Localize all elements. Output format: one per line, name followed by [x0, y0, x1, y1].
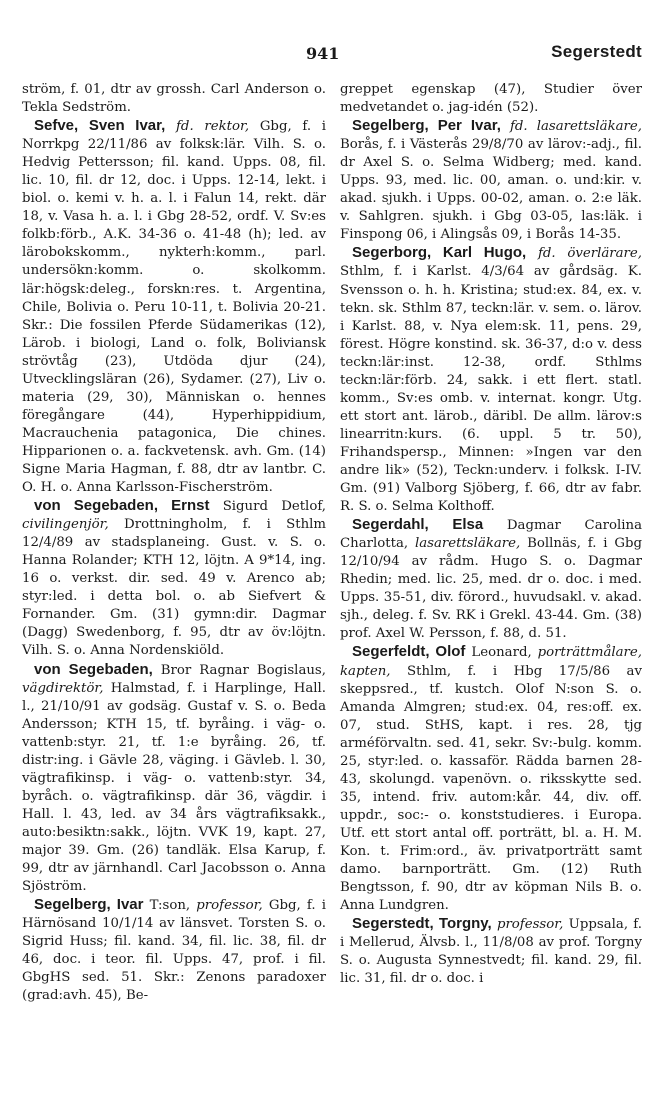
entry-name: Segerborg, Karl Hugo,: [352, 244, 527, 262]
entry-extra: Sigurd Detlof,: [222, 499, 326, 515]
entry-extra: Leonard,: [471, 645, 532, 661]
entry-text: Sthlm, f. i Karlst. 4/3/64 av gårdsäg. K. Svensson o. h. h. Kristina; stud:ex. 84, ex. v. tekn. sk. Sthlm 87, teckn:lär. v. sem. o. lärov. i Karlst. 88, v. Nya elem:sk. 11, pens. 29, förest. Högre konstind. sk. 36-37, d:o v. dess teckn:lär:inst. 12-38, ordf. Sthlms teckn:lär:förb. 24, sakk. i ett flert. statl. komm., Sv:es omb. v. internat. kongr. Utg. ett stort ant. lärob., däribl. De allm. lärov:s linearritn:kurs. (6. uppl. 5 tr. 50), Frihandspersp., Minnen: »Ingen var den andre lik» (52), Teckn:underv. i folksk. I-IV. Gm. (91) Valborg Sjöberg, f. 66, dtr av fabr. R. S. o. Selma Kolthoff.: [340, 264, 642, 515]
entry-title: fd. överlärare,: [537, 246, 643, 262]
running-head: Segerstedt: [551, 42, 642, 61]
entry-text: Drottningholm, f. i Sthlm 12/4/89 av stadsplaneing. Gust. v. S. o. Hanna Rolander; KTH 12, löjtn. A 9*14, ing. 16 o. verkst. dir. sed. 49 v. Arenco ab; styr:led. i detta bol. o. ab Siefvert & Fornander. Gm. (31) gymn:dir. Dagmar (Dagg) Swedenborg, f. 95, dtr av öv:löjtn. Vilh. S. o. Anna Nordenskiöld.: [22, 517, 327, 659]
entry-segebaden-ernst: [22, 497, 326, 660]
entry-text: Uppsala, f. i Mellerud, Älvsb. l., 11/8/08 av prof. Torgny S. o. Augusta Synnestvedt; fil. kand. 29, fil. lic. 31, fil. dr o. doc. i: [340, 917, 642, 987]
entry-text: Gbg, f. i Härnösand 10/1/14 av länsvet. Torsten S. o. Sigrid Huss; fil. kand. 34, fil. lic. 38, fil. dr 46, doc. i teor. fil. Upps. 47, prof. i fil. GbgHS sed. 51. Skr.: Zenons paradoxer (grad:avh. 45), Be-: [22, 898, 326, 1004]
left-column: [22, 81, 326, 1005]
entry-title: vägdirektör,: [22, 680, 104, 696]
entry-name: von Segebaden,: [34, 660, 153, 678]
entry-segelberg-ivar: [22, 896, 326, 1005]
entry-title: professor,: [496, 917, 564, 933]
entry-name: von Segebaden, Ernst: [34, 497, 210, 515]
entry-title: fd. rektor,: [176, 119, 250, 135]
entry-text: Halmstad, f. i Harplinge, Hall. l., 21/10/91 av godsäg. Gustaf v. S. o. Beda Andersson; KTH 15, tf. byråing. i väg- o. vattenb:styr. 21, tf. 1:e byråing. 26, tf. distr:ing. i Gävle 28, väging. i Gävleb. l. 30, vägtrafikinsp. i väg- o. vattenb:styr. 34, byråch. o. vägtrafikinsp. där 36, vägdir. i Hall. l. 43, led. av 34 års vägtrafiksakk., auto:besiktn:sakk., löjtn. VVK 19, kapt. 27, major 39. Gm. (26) tandläk. Elsa Karup, f. 99, dtr av järnhandl. Carl Jacobsson o. Anna Sjöström.: [22, 680, 327, 895]
entry-segerfeldt: [340, 643, 642, 915]
entry-sefve: [22, 117, 326, 497]
entry-segerstedt: [340, 915, 642, 988]
entry-continued: ström, f. 01, dtr av grossh. Carl Anderson o. Tekla Sedström.: [22, 82, 326, 116]
entry-extra: Bror Ragnar Bogislaus,: [160, 662, 326, 678]
entry-segerborg: [340, 244, 642, 516]
entry-segelberg-per: [340, 117, 642, 244]
entry-title: lasarettsläkare,: [414, 536, 521, 552]
entry-title: civilingenjör,: [22, 517, 109, 533]
entry-segebaden-ragnar: [22, 661, 326, 897]
entry-text: Bollnäs, f. i Gbg 12/10/94 av rådm. Hugo S. o. Dagmar Rhedin; med. lic. 25, med. dr o. doc. i med. Upps. 35-51, div. förord., huvudsakl. v. akad. sjh., deleg. f. Sv. RK i Grekl. 43-44. Gm. (38) prof. Axel W. Persson, f. 88, d. 51.: [340, 536, 643, 642]
entry-name: Segerfeldt, Olof: [352, 643, 466, 661]
entry-title: porträttmålare, kapten,: [340, 645, 643, 679]
entry-text: Sthlm, f. i Hbg 17/5/86 av skeppsred., tf. kustch. Olof N:son S. o. Amanda Almgren; stud:ex. 04, res:off. ex. 07, stud. StHS, kapt. i res. 28, tjg arméförvaltn. sed. 41, sekr. Sv:-bulg. komm. 25, styr:led. o. kassaför. Rädda barnen 28-43, skolungd. vapenövn. o. riksskytte sed. 35, intend. friv. autom:kår. 44, div. off. uppdr., soc:- o. konststudieres. i Europa. Utf. ett stort antal off. porträtt, bl. a. H. M. Kon. t. Frim:ord., äv. privatporträtt samt damo. barnporträtt. Gm. (12) Ruth Bengtsson, f. 90, dtr av köpman Nils B. o. Anna Lundgren.: [340, 663, 642, 914]
entry-segerdahl: [340, 516, 642, 643]
entry-text: Gbg, f. i Norrkpg 22/11/86 av folksk:lär. Vilh. S. o. Hedvig Pettersson; fil. kand. Upps. 08, fil. lic. 10, fil. dr 12, doc. i Upps. 12-14, lekt. i biol. o. kemi v. h. a. l. i Falun 14, rekt. där 18, v. Vasa h. a. l. i Gbg 28-52, ordf. V. Sv:es folkb:förb., A.K. 34-36 o. 41-48 (h); led. av lärobokskomm., nykterh:komm., parl. undersökn:komm. o. skolkomm. lär:högsk:deleg., forskn:res. t. Argentina, Chile, Bolivia o. Peru 10-11, t. Bolivia 20-21. Skr.: Die fossilen Pferde Südamerikas (12), Lärob. i biologi, Land o. folk, Boliviansk strövtåg (23), Utdöda djur (24), Utvecklingsläran (26), Sydamer. (27), Liv o. materia (29, 30), Människan o. hennes föregångare (44), Hyperhippidium, Macrauchenia patagonica, Die chines. Hipparionen o. a. fackvetensk. avh. Gm. (14) Signe Maria Hagman, f. 88, dtr av lantbr. C. O. H. o. Anna Karlsson-Fischerström.: [22, 119, 326, 496]
entry-extra: T:son,: [149, 898, 191, 914]
page-header: [0, 40, 664, 70]
entry-text: Borås, f. i Västerås 29/8/70 av lärov:-adj., fil. dr Axel S. o. Selma Widberg; med. kand. Upps. 93, med. lic. 00, aman. o. und:kir. v. akad. sjukh. i Upps. 00-02, aman. o. 2:e läk. v. Sahlgren. sjukh. i Gbg 03-05, las:läk. i Finspong 06, i Alingsås 09, i Borås 14-35.: [340, 137, 642, 243]
entry-name: Segerdahl, Elsa: [352, 516, 484, 534]
entry-name: Segelberg, Per Ivar,: [352, 117, 501, 135]
entry-name: Sefve, Sven Ivar,: [34, 117, 166, 135]
entry-title: professor,: [196, 898, 263, 914]
right-column: [340, 81, 642, 988]
entry-title: fd. lasarettsläkare,: [510, 119, 643, 135]
entry-continued: greppet egenskap (47), Studier över medvetandet o. jag-idén (52).: [340, 82, 642, 116]
page-number: 941: [306, 44, 340, 63]
entry-extra: Dagmar Carolina Charlotta,: [340, 518, 642, 552]
entry-name: Segerstedt, Torgny,: [352, 915, 492, 933]
entry-name: Segelberg, Ivar: [34, 896, 144, 914]
